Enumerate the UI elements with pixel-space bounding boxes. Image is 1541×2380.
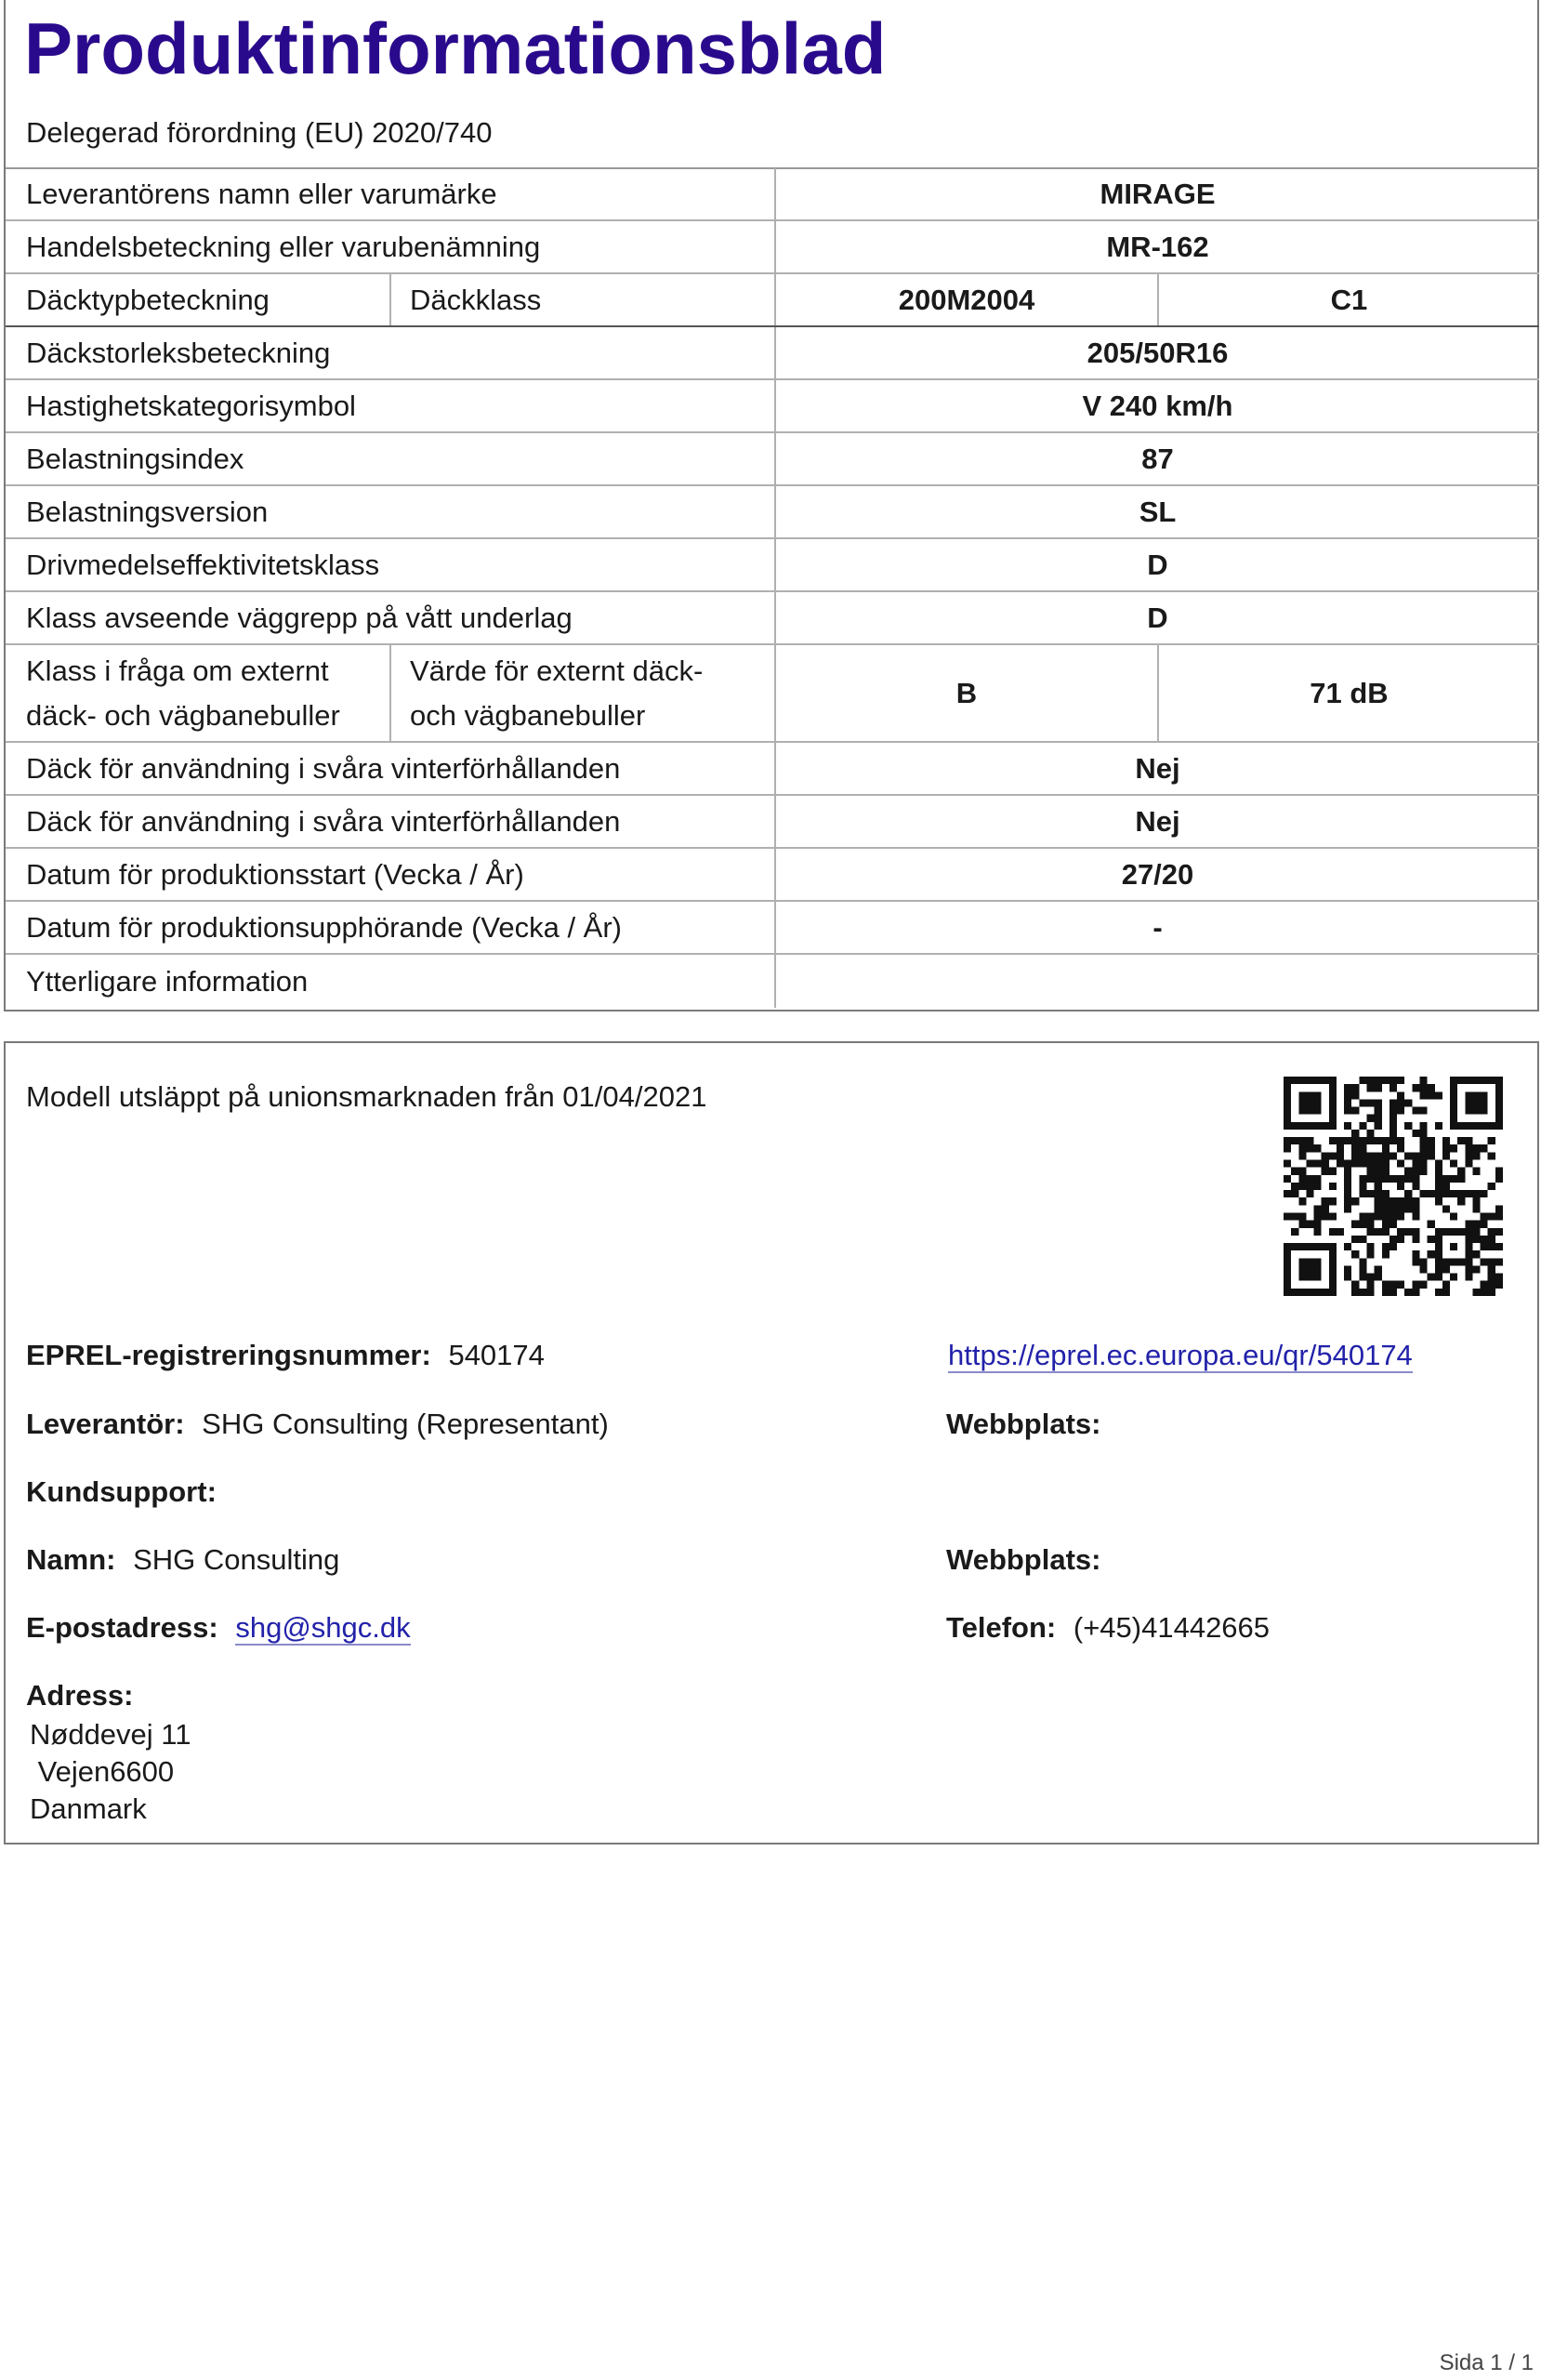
class-value: C1 [1330, 283, 1368, 316]
load-version-label: Belastningsversion [26, 495, 269, 528]
eprel-label: EPREL-registreringsnummer: [26, 1339, 431, 1371]
table-row [6, 645, 1539, 743]
phone-label: Telefon: [946, 1611, 1057, 1644]
title-row [6, 0, 1539, 107]
product-table [6, 168, 1539, 1008]
table-row [6, 486, 1539, 539]
eprel-link[interactable]: https://eprel.ec.europa.eu/qr/540174 [948, 1339, 1413, 1371]
email-link[interactable]: shg@shgc.dk [235, 1611, 411, 1644]
class-label: Däckklass [410, 283, 542, 316]
fuel-value: D [1147, 548, 1168, 581]
release-date-text: Modell utsläppt på unionsmarknaden från 01/04/2021 [26, 1080, 707, 1113]
extra-info-value [776, 955, 1539, 1008]
table-row [6, 380, 1539, 433]
noise-class-label-line: däck- och vägbanebuller [26, 698, 340, 732]
wet-grip-value: D [1147, 601, 1168, 634]
customer-support-label: Kundsupport: [26, 1475, 217, 1508]
phone-row [946, 1609, 1270, 1646]
fuel-label: Drivmedelseffektivitetsklass [26, 548, 380, 581]
table-row [6, 168, 1539, 221]
trade-value: MR-162 [1106, 230, 1209, 263]
name-label: Namn: [26, 1543, 116, 1576]
eprel-info-box [4, 1041, 1539, 1844]
winter-label: Däck för användning i svåra vinterförhållanden [26, 751, 621, 785]
email-row [26, 1609, 411, 1646]
speed-label: Hastighetskategorisymbol [26, 389, 356, 422]
divider [389, 645, 391, 741]
website-label: Webbplats: [946, 1408, 1101, 1440]
eprel-value: 540174 [448, 1339, 545, 1371]
type-label: Däcktypbeteckning [26, 283, 270, 316]
extra-info-label: Ytterligare information [26, 964, 309, 998]
table-row [6, 743, 1539, 796]
size-label: Däckstorleksbeteckning [26, 336, 331, 369]
address-line: Vejen6600 [30, 1755, 175, 1788]
load-index-label: Belastningsindex [26, 442, 244, 475]
table-row [6, 539, 1539, 592]
winter-value: Nej [1135, 804, 1180, 838]
production-end-value: - [1152, 910, 1163, 944]
supplier-label: Leverantör: [26, 1408, 185, 1440]
production-start-value: 27/20 [1121, 857, 1194, 891]
name-value: SHG Consulting [133, 1543, 340, 1576]
table-row [6, 849, 1539, 902]
supplier-value: MIRAGE [1100, 177, 1216, 210]
load-index-value: 87 [1141, 442, 1174, 475]
type-value: 200M2004 [898, 283, 1035, 316]
page-title: Produktinformationsblad [24, 7, 887, 89]
table-row [6, 955, 1539, 1008]
table-row [6, 592, 1539, 645]
divider [389, 274, 391, 325]
load-version-value: SL [1139, 495, 1177, 528]
eprel-registration [26, 1337, 545, 1374]
table-row [6, 274, 1539, 327]
supplier-value: SHG Consulting (Representant) [202, 1408, 609, 1440]
table-row [6, 433, 1539, 486]
noise-value-label [410, 645, 703, 741]
supplier-label: Leverantörens namn eller varumärke [26, 177, 497, 210]
production-start-label: Datum för produktionsstart (Vecka / År) [26, 857, 524, 891]
page-number: Sida 1 / 1 [1439, 2350, 1534, 2375]
email-label: E-postadress: [26, 1611, 218, 1644]
table-row [6, 902, 1539, 955]
table-row [6, 796, 1539, 849]
regulation-subtitle: Delegerad förordning (EU) 2020/740 [26, 116, 493, 149]
table-row [6, 327, 1539, 380]
website-label: Webbplats: [946, 1543, 1101, 1576]
size-value: 205/50R16 [1087, 336, 1229, 369]
phone-value: (+45)41442665 [1073, 1611, 1271, 1644]
winter-label: Däck för användning i svåra vinterförhållanden [26, 804, 621, 838]
address-line: Nøddevej 11 [30, 1718, 191, 1751]
address-line: Danmark [30, 1792, 147, 1825]
product-sheet [4, 0, 1539, 1012]
name-row [26, 1541, 339, 1579]
supplier-row [26, 1406, 609, 1443]
address-label: Adress: [26, 1679, 134, 1712]
production-end-label: Datum för produktionsupphörande (Vecka / År) [26, 910, 623, 944]
noise-class-label [26, 645, 340, 741]
noise-class-value: B [955, 676, 978, 709]
trade-label: Handelsbeteckning eller varubenämning [26, 230, 541, 263]
qr-code-icon[interactable] [1284, 1077, 1503, 1296]
noise-value-label-line: Värde för externt däck- [410, 654, 704, 687]
wet-grip-label: Klass avseende väggrepp på vått underlag [26, 601, 573, 634]
winter-value: Nej [1135, 751, 1180, 785]
speed-value: V 240 km/h [1082, 389, 1233, 422]
eprel-url-row [948, 1337, 1413, 1374]
noise-class-label-line: Klass i fråga om externt [26, 654, 329, 687]
table-row [6, 221, 1539, 274]
noise-value-label-line: och vägbanebuller [410, 698, 646, 732]
noise-value: 71 dB [1310, 676, 1389, 709]
